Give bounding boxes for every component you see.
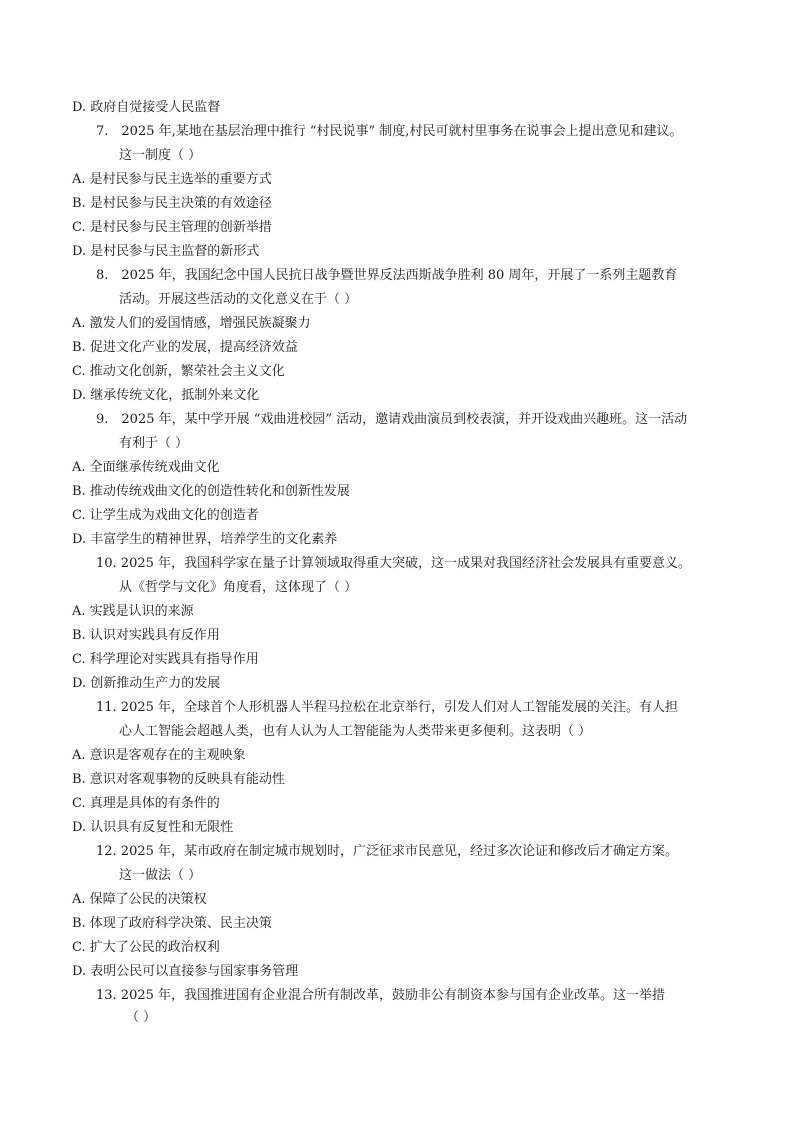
question-7-option-c: C. 是村民参与民主管理的创新举措	[72, 220, 272, 235]
question-9-stem: 9. 2025 年，某中学开展 “戏曲进校园” 活动，邀请戏曲演员到校表演，并开设戏曲兴趣班。这一活动	[96, 412, 688, 427]
question-12-stem: 12. 2025 年，某市政府在制定城市规划时，广泛征求市民意见，经过多次论证和修改后才确定方案。	[96, 844, 679, 859]
question-11-stem-cont: 心人工智能会超越人类，也有人认为人工智能能为人类带来更多便利。这表明（ ）	[119, 724, 592, 739]
question-7-option-b: B. 是村民参与民主决策的有效途径	[72, 196, 272, 211]
question-12-option-b: B. 体现了政府科学决策、民主决策	[72, 916, 272, 931]
question-12-stem-cont: 这一做法（ ）	[119, 868, 202, 883]
question-8-stem: 8. 2025 年，我国纪念中国人民抗日战争暨世界反法西斯战争胜利 80 周年，开展了一系列主题教育	[96, 268, 678, 283]
question-10-option-a: A. 实践是认识的来源	[72, 604, 194, 619]
question-11-stem: 11. 2025 年，全球首个人形机器人半程马拉松在北京举行，引发人们对人工智能发展的关注。有人担	[96, 700, 679, 715]
question-12-option-c: C. 扩大了公民的政治权利	[72, 940, 220, 955]
question-8-option-a: A. 激发人们的爱国情感，增强民族凝聚力	[72, 316, 311, 331]
question-7-stem: 7. 2025 年,某地在基层治理中推行 “村民说事” 制度,村民可就村里事务在说事会上提出意见和建议。	[96, 124, 683, 139]
question-7-option-d: D. 是村民参与民主监督的新形式	[72, 244, 260, 259]
question-9-option-b: B. 推动传统戏曲文化的创造性转化和创新性发展	[72, 484, 350, 499]
question-10-option-d: D. 创新推动生产力的发展	[72, 676, 221, 691]
question-8-stem-cont: 活动。开展这些活动的文化意义在于（ ）	[119, 292, 358, 307]
question-10-stem: 10. 2025 年，我国科学家在量子计算领域取得重大突破，这一成果对我国经济社会发展具有重要意义。	[96, 556, 692, 571]
question-13-stem: 13. 2025 年，我国推进国有企业混合所有制改革，鼓励非公有制资本参与国有企业改革。这一举措	[96, 988, 666, 1003]
question-9-stem-cont: 有利于（ ）	[119, 436, 189, 451]
question-11-option-d: D. 认识具有反复性和无限性	[72, 820, 234, 835]
question-12-option-d: D. 表明公民可以直接参与国家事务管理	[72, 964, 299, 979]
question-10-option-b: B. 认识对实践具有反作用	[72, 628, 220, 643]
question-11-option-b: B. 意识对客观事物的反映具有能动性	[72, 772, 285, 787]
question-10-stem-cont: 从《哲学与文化》角度看，这体现了（ ）	[119, 580, 358, 595]
question-9-option-a: A. 全面继承传统戏曲文化	[72, 460, 220, 475]
lead-option: D. 政府自觉接受人民监督	[72, 100, 221, 115]
question-8-option-c: C. 推动文化创新，繁荣社会主义文化	[72, 364, 285, 379]
question-7-option-a: A. 是村民参与民主选举的重要方式	[72, 172, 272, 187]
question-13-stem-cont: （ ）	[126, 1010, 157, 1025]
question-9-option-d: D. 丰富学生的精神世界，培养学生的文化素养	[72, 532, 338, 547]
question-9-option-c: C. 让学生成为戏曲文化的创造者	[72, 508, 259, 523]
question-8-option-b: B. 促进文化产业的发展，提高经济效益	[72, 340, 298, 355]
question-11-option-a: A. 意识是客观存在的主观映象	[72, 748, 246, 763]
question-12-option-a: A. 保障了公民的决策权	[72, 892, 207, 907]
question-11-option-c: C. 真理是具体的有条件的	[72, 796, 220, 811]
question-7-stem-cont: 这一制度（ ）	[119, 148, 202, 163]
question-8-option-d: D. 继承传统文化，抵制外来文化	[72, 388, 260, 403]
question-10-option-c: C. 科学理论对实践具有指导作用	[72, 652, 259, 667]
